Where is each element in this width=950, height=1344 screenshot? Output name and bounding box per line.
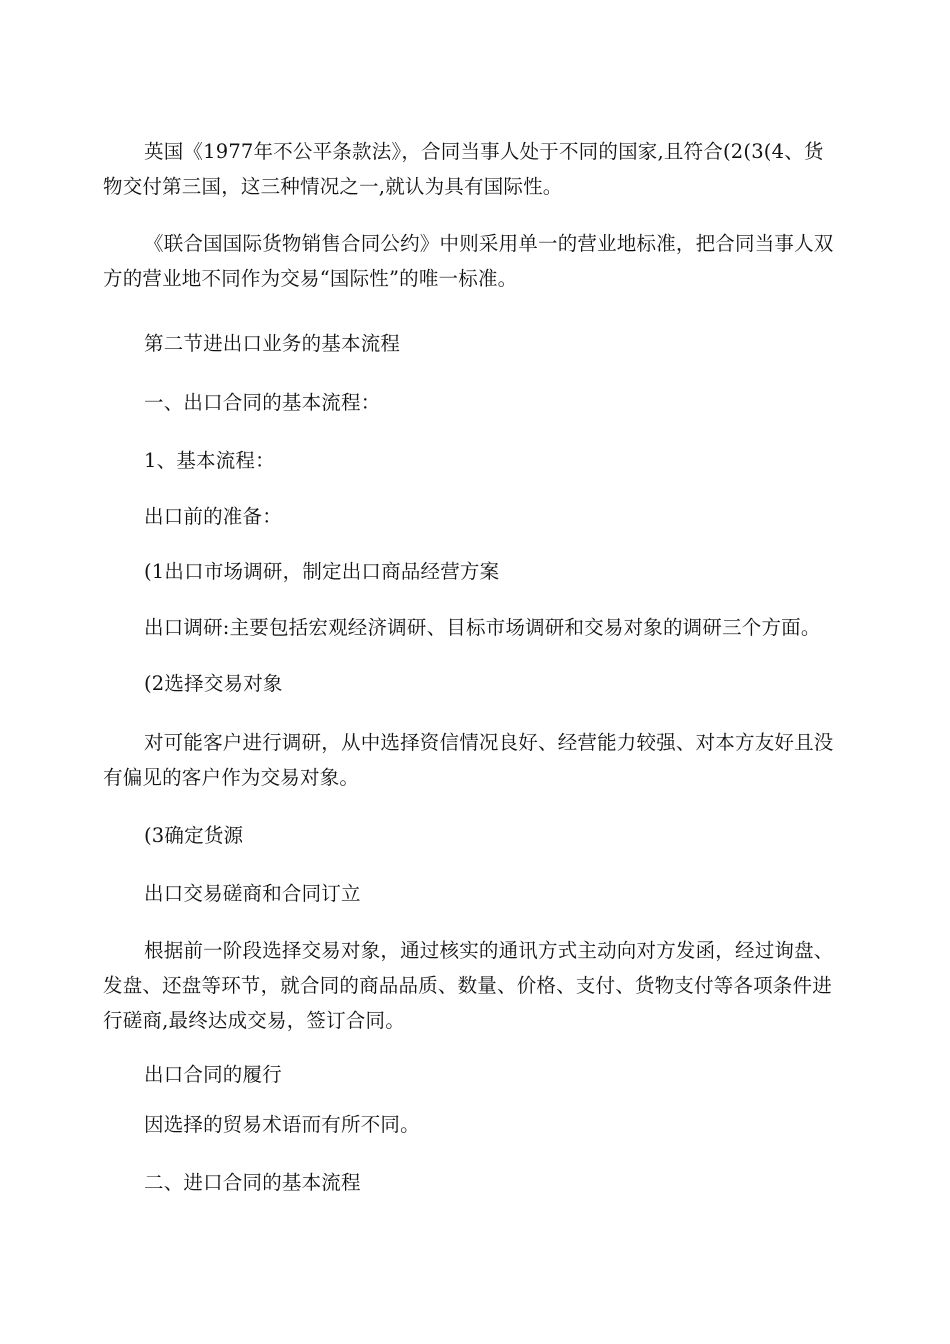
paragraph-negotiation-detail: 根据前一阶段选择交易对象，通过核实的通讯方式主动向对方发函，经过询盘、发盘、还盘等环节，就合同的商品品质、数量、价格、支付、货物支付等各项条件进行磋商,最终达成交易，签订合同。 [103,939,834,1032]
heading-export-contract-process: 一、出口合同的基本流程： [144,391,381,414]
heading-import-contract-process: 二、进口合同的基本流程 [144,1171,361,1194]
paragraph-uk-unfair-terms-act: 英国《1977年不公平条款法》，合同当事人处于不同的国家,且符合(2(3(4、货物交付第三国，这三种情况之一,就认为具有国际性。 [103,140,824,198]
paragraph-cisg-standard: 《联合国国际货物销售合同公约》中则采用单一的营业地标准，把合同当事人双方的营业地不同作为交易“国际性”的唯一标准。 [103,232,834,290]
subheading-export-preparation: 出口前的准备： [144,505,282,528]
subheading-negotiation: 出口交易磋商和合同订立 [144,882,361,905]
paragraph-export-research: 出口调研:主要包括宏观经济调研、目标市场调研和交易对象的调研三个方面。 [144,616,821,639]
section-heading-basic-process: 第二节进出口业务的基本流程 [144,332,401,355]
item-market-research: (1出口市场调研，制定出口商品经营方案 [144,560,500,583]
subheading-contract-performance: 出口合同的履行 [144,1063,282,1086]
item-select-counterparty: (2选择交易对象 [144,672,283,695]
paragraph-trade-terms: 因选择的贸易术语而有所不同。 [144,1113,420,1136]
subheading-basic-process: 1、基本流程： [144,449,275,472]
paragraph-customer-research: 对可能客户进行调研，从中选择资信情况良好、经营能力较强、对本方友好且没有偏见的客户作为交易对象。 [103,731,834,789]
item-determine-supply: (3确定货源 [144,824,244,847]
